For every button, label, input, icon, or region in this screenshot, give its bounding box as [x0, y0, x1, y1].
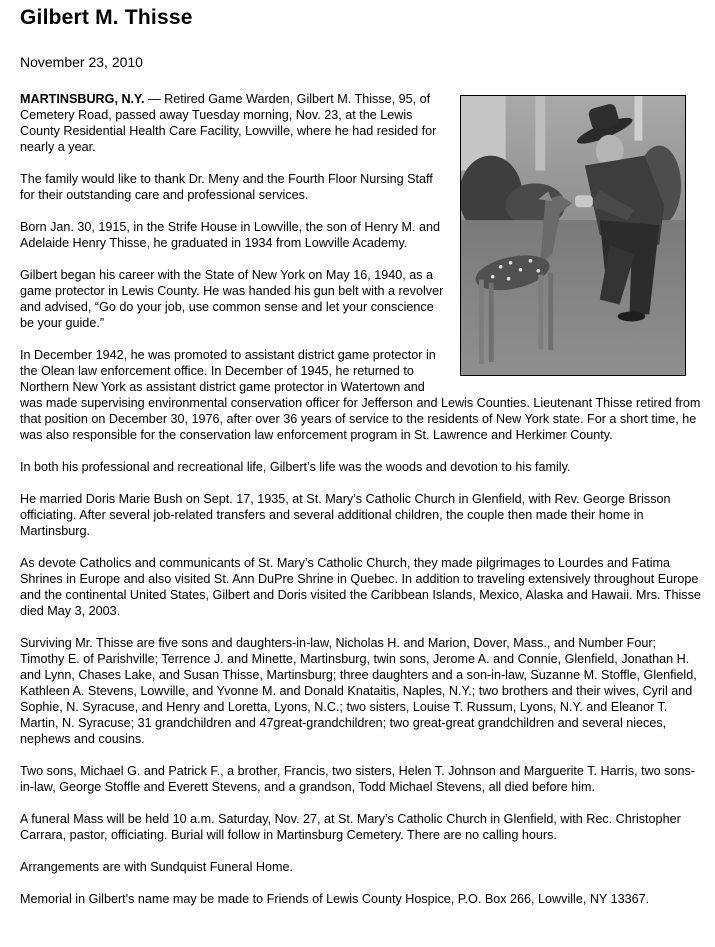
article-paragraph: Arrangements are with Sundquist Funeral Home.: [20, 860, 293, 874]
dateline-separator: —: [144, 92, 165, 106]
article-paragraph: Two sons, Michael G. and Patrick F., a brother, Francis, two sisters, Helen T. Johnson and Marguerite T. Harris, two sons-in-law, George Stoffle and Everett Stevens, and a grandson, Todd Michael Stevens, all died before him.: [20, 764, 695, 794]
article-paragraph: As devote Catholics and communicants of St. Mary’s Catholic Church, they made pilgrimages to Lourdes and Fatima Shrines in Europe and also visited St. Ann DuPre Shrine in Quebec. In addition to traveling extensively throughout Europe and the continental United States, Gilbert and Doris visited the Caribbean Islands, Mexico, Alaska and Hawaii. Mrs. Thisse died May 3, 2003.: [20, 556, 701, 618]
article-paragraph: Gilbert began his career with the State of New York on May 16, 1940, as a game protector in Lewis County. He was handed his gun belt with a revolver and advised, “Go do your job, use common sense and let your conscience be your guide.”: [20, 268, 444, 330]
article-paragraph: Surviving Mr. Thisse are five sons and daughters-in-law, Nicholas H. and Marion, Dover, Mass., and Number Four; Timothy E. of Parishville; Terrence J. and Minette, Martinsburg, twin sons, Jerome A. and Connie, Glenfield, Jonathan H. and Lynn, Chases Lake, and Susan Thisse, Martinsburg; three daughters and a son-in-law, Suzanne M. Stoffle, Glenfield, Kathleen A. Stevens, Lowville, and Yvonne M. and Donald Knataitis, Naples, N.Y.; two brothers and their wives, Cyril and Sophie, N. Syracuse, and Henry and Loretta, Lyons, N.C.; two sisters, Louise T. Russum, Lyons, N.Y. and Eleanor T. Martin, N. Syracuse; 31 grandchildren and 47great-grandchildren; two great-great grandchildren and several nieces, nephews and cousins.: [20, 636, 697, 746]
publish-date: November 23, 2010: [20, 54, 143, 70]
article-body: [20, 91, 702, 923]
article-paragraph: In December 1942, he was promoted to assistant district game protector in the Olean law enforcement office. In December of 1945, he returned to Northern New York as assistant district game protector in Watertown and was made supervising environmental conservation officer for Jefferson and Lewis Counties. Lieutenant Thisse retired from that position on December 30, 1976, after over 36 years of service to the residents of New York state. For a short time, he was also responsible for the conservation law enforcement program in St. Lawrence and Herkimer County.: [20, 348, 701, 442]
photo-icon: [461, 96, 685, 375]
article-paragraph: The family would like to thank Dr. Meny and the Fourth Floor Nursing Staff for their outstanding care and professional services.: [20, 172, 433, 202]
article-paragraph: Born Jan. 30, 1915, in the Strife House in Lowville, the son of Henry M. and Adelaide Henry Thisse, he graduated in 1934 from Lowville Academy.: [20, 220, 441, 250]
article-paragraph: Memorial in Gilbert's name may be made to Friends of Lewis County Hospice, P.O. Box 266, Lowville, NY 13367.: [20, 892, 650, 906]
article-paragraph: A funeral Mass will be held 10 a.m. Saturday, Nov. 27, at St. Mary’s Catholic Church in Glenfield, with Rec. Christopher Carrara, pastor, officiating. Burial will follow in Martinsburg Cemetery. There are no calling hours.: [20, 812, 681, 842]
article-paragraph: He married Doris Marie Bush on Sept. 17, 1935, at St. Mary’s Catholic Church in Glenfield, with Rev. George Brisson officiating. After several job-related transfers and several additional children, the couple then made their home in Martinsburg.: [20, 492, 671, 538]
paragraph-text: Retired Game Warden, Gilbert M. Thisse, 95, of Cemetery Road, passed away Tuesday morning, Nov. 23, at the Lewis County Residential Health Care Facility, Lowville, where he had resided for nearly a year.: [20, 92, 437, 154]
article-paragraph: In both his professional and recreational life, Gilbert’s life was the woods and devotion to his family.: [20, 460, 571, 474]
dateline: MARTINSBURG, N.Y.: [20, 92, 145, 106]
page-title: Gilbert M. Thisse: [20, 6, 193, 29]
obituary-photo: [460, 95, 686, 376]
